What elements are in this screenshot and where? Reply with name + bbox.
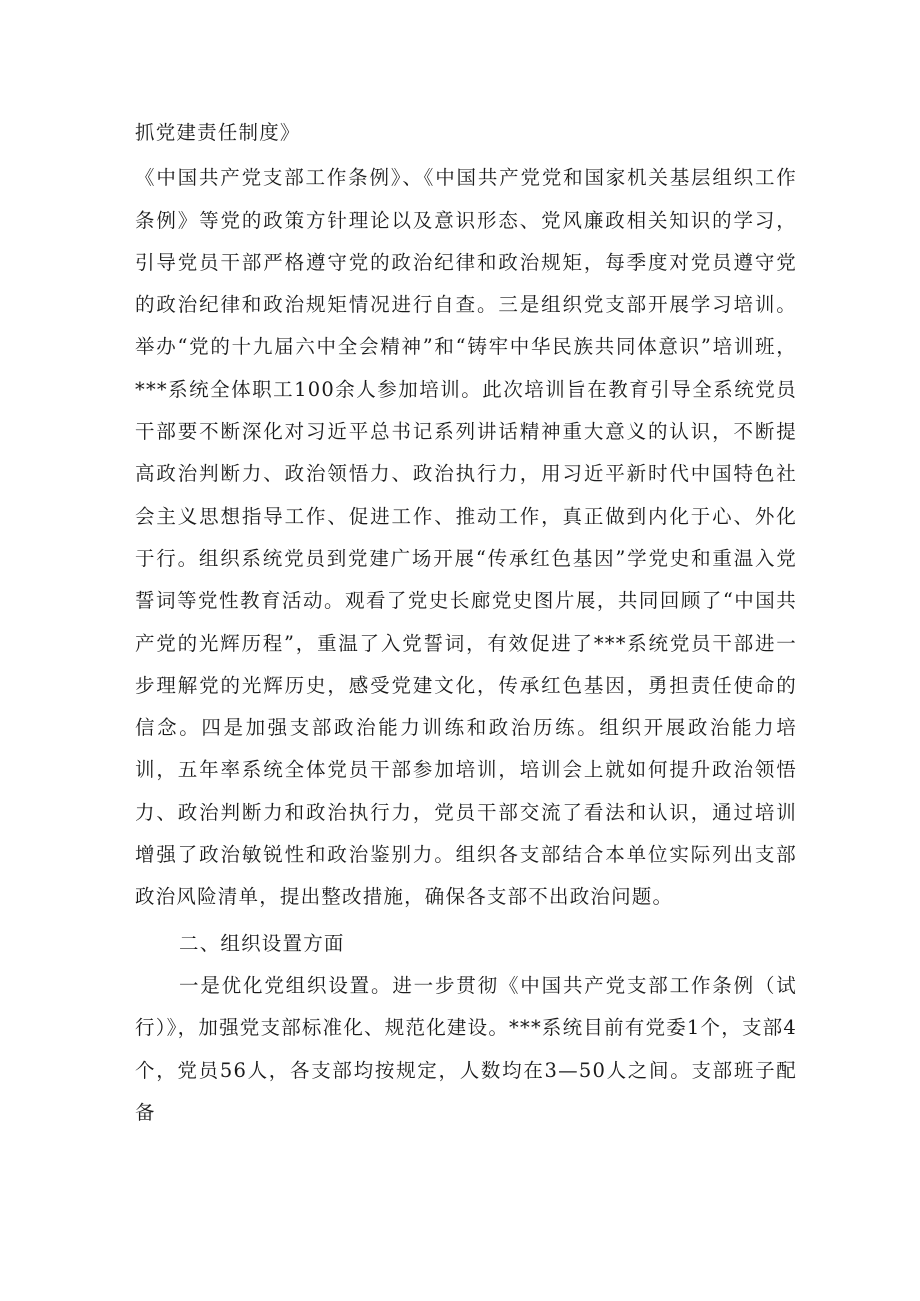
document-body — [135, 112, 797, 1134]
continuation-line: 抓党建责任制度》 — [135, 121, 301, 144]
section-heading: 二、组织设置方面 — [179, 931, 345, 955]
body-paragraph: 《中国共产党支部工作条例》、《中国共产党党和国家机关基层组织工作条例》等党的政策方针理论以及意识形态、党风廉政相关知识的学习，引导党员干部严格遵守党的政治纪律和政治规矩，每季度对党员遵守党的政治纪律和政治规矩情况进行自查。三是组织党支部开展学习培训。举办“党的十九届六中全会精神”和“铸牢中华民族共同体意识”培训班，***系统全体职工100余人参加培训。此次培训旨在教育引导全系统党员干部要不断深化对习近平总书记系列讲话精神重大意义的认识，不断提高政治判断力、政治领悟力、政治执行力，用习近平新时代中国特色社会主义思想指导工作、促进工作、推动工作，真正做到内化于心、外化于行。组织系统党员到党建广场开展“传承红色基因”学党史和重温入党誓词等党性教育活动。观看了党史长廊党史图片展，共同回顾了“中国共产党的光辉历程”，重温了入党誓词，有效促进了***系统党员干部进一步理解党的光辉历史，感受党建文化，传承红色基因，勇担责任使命的信念。四是加强支部政治能力训练和政治历练。组织开展政治能力培训，五年率系统全体党员干部参加培训，培训会上就如何提升政治领悟力、政治判断力和政治执行力，党员干部交流了看法和认识，通过培训增强了政治敏锐性和政治鉴别力。组织各支部结合本单位实际列出支部政治风险清单，提出整改措施，确保各支部不出政治问题。 — [135, 166, 797, 909]
body-paragraph: 一是优化党组织设置。进一步贯彻《中国共产党支部工作条例（试行）》，加强党支部标准化、规范化建设。***系统目前有党委1个，支部4个，党员56人，各支部均按规定，人数均在3—50人之间。支部班子配备 — [135, 973, 797, 1124]
